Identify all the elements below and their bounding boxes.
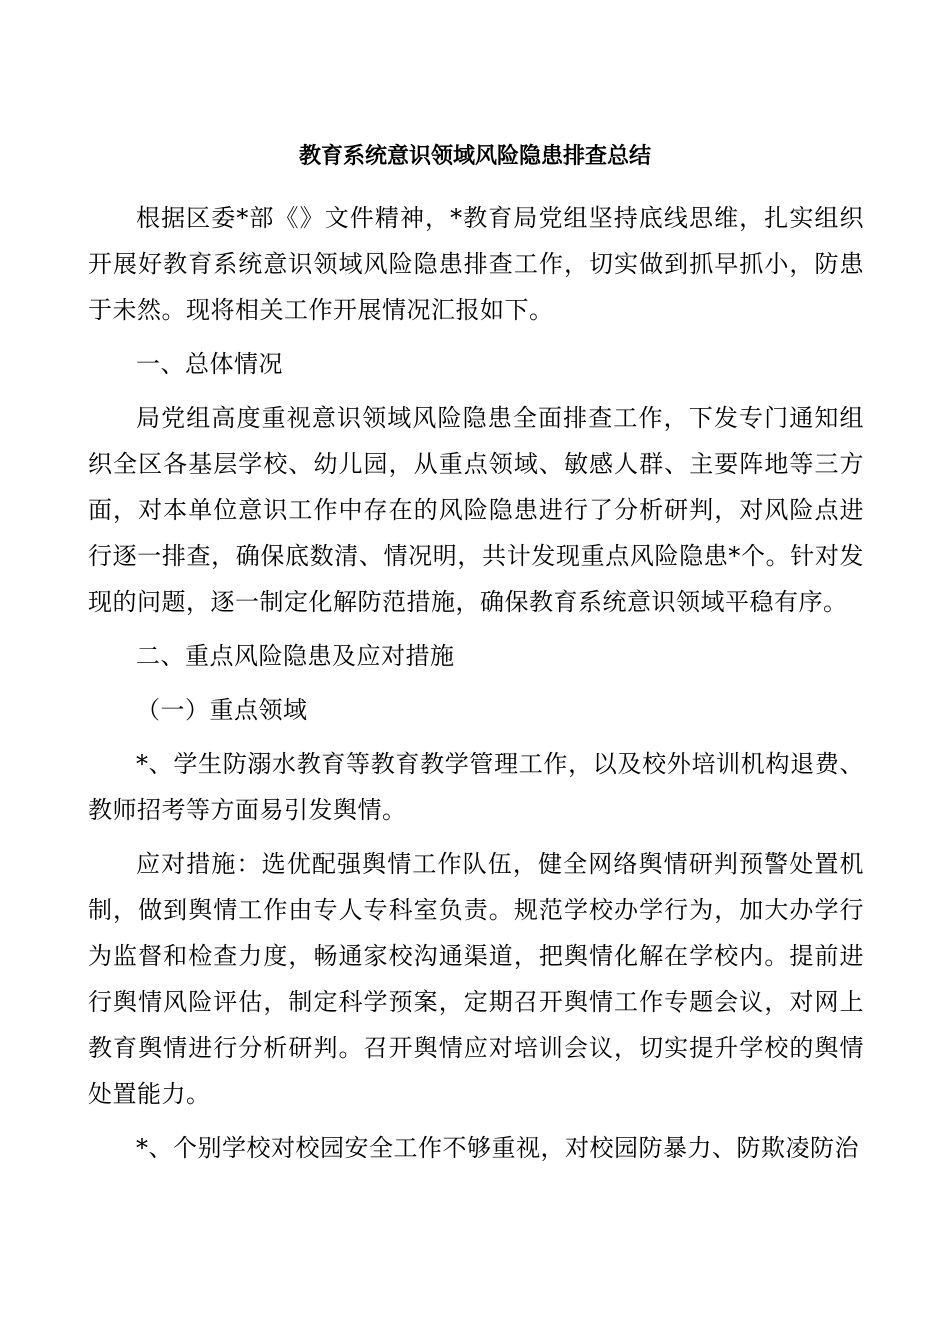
measures-paragraph-1: 应对措施：选优配强舆情工作队伍，健全网络舆情研判预警处置机制，做到舆情工作由专人专科室负责。规范学校办学行为，加大办学行为监督和检查力度，畅通家校沟通渠道，把舆情化解在学校内。提前进行舆情风险评估，制定科学预案，定期召开舆情工作专题会议，对网上教育舆情进行分析研判。召开舆情应对培训会议，切实提升学校的舆情处置能力。: [88, 850, 864, 1108]
risk-item-2: *、个别学校对校园安全工作不够重视，对校园防暴力、防欺凌防治: [136, 1134, 859, 1162]
document-title: 教育系统意识领域风险隐患排查总结: [298, 144, 651, 169]
risk-item-1: *、学生防溺水教育等教育教学管理工作，以及校外培训机构退费、教师招考等方面易引发舆情。: [88, 750, 864, 824]
section-heading-overview: 一、总体情况: [136, 350, 283, 378]
intro-paragraph: 根据区委*部《》文件精神，*教育局党组坚持底线思维，扎实组织开展好教育系统意识领域风险隐患排查工作，切实做到抓早抓小，防患于未然。现将相关工作开展情况汇报如下。: [88, 204, 864, 324]
overview-paragraph: 局党组高度重视意识领域风险隐患全面排查工作，下发专门通知组织全区各基层学校、幼儿园，从重点领域、敏感人群、主要阵地等三方面，对本单位意识工作中存在的风险隐患进行了分析研判，对风险点进行逐一排查，确保底数清、情况明，共计发现重点风险隐患*个。针对发现的问题，逐一制定化解防范措施，确保教育系统意识领域平稳有序。: [88, 404, 864, 616]
document-body: [88, 195, 864, 1179]
section-heading-key-risks: 二、重点风险隐患及应对措施: [136, 642, 455, 670]
subsection-heading-key-areas: （一）重点领域: [136, 696, 308, 724]
